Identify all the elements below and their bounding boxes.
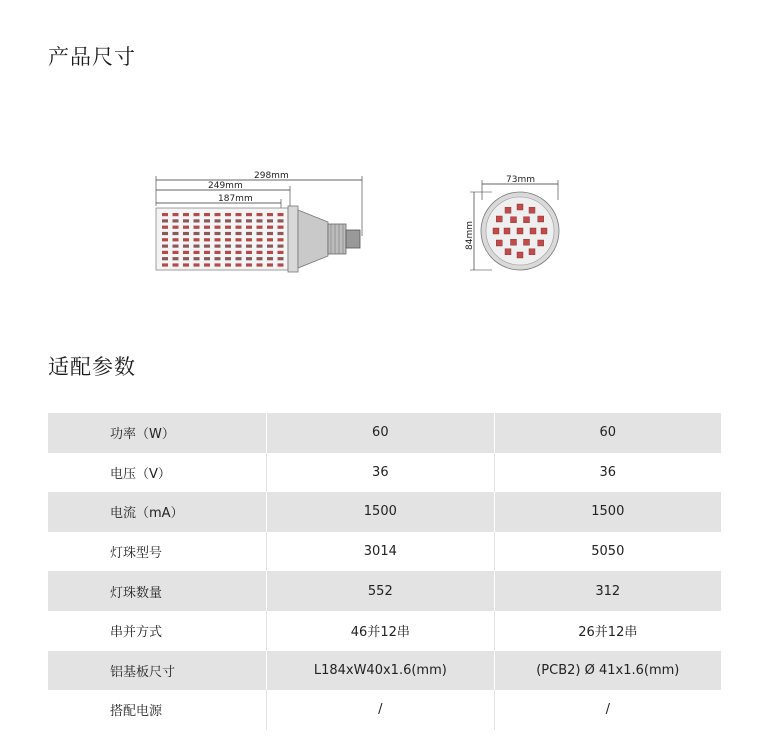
dim-front-width: 73mm bbox=[506, 175, 535, 185]
led-chip bbox=[225, 226, 231, 229]
led-chip bbox=[257, 251, 263, 254]
led-chip bbox=[496, 240, 502, 246]
led-chip bbox=[173, 232, 179, 235]
led-chip bbox=[517, 252, 523, 258]
led-chip bbox=[204, 251, 210, 254]
led-chip bbox=[524, 217, 530, 223]
led-chip bbox=[204, 263, 210, 266]
spec-value-2: 1500 bbox=[494, 492, 721, 532]
led-chip bbox=[517, 228, 523, 234]
led-chip bbox=[194, 232, 200, 235]
led-chip bbox=[236, 263, 242, 266]
spec-value-1: 36 bbox=[267, 453, 495, 493]
led-chip bbox=[204, 232, 210, 235]
spec-table bbox=[48, 413, 721, 730]
dim-led-length: 187mm bbox=[218, 194, 253, 204]
led-chip bbox=[225, 213, 231, 216]
led-chip bbox=[267, 257, 273, 260]
led-chip bbox=[236, 226, 242, 229]
table-row bbox=[48, 651, 721, 691]
led-chip bbox=[517, 204, 523, 210]
led-chip bbox=[173, 213, 179, 216]
led-chip bbox=[183, 263, 189, 266]
led-chip bbox=[236, 251, 242, 254]
led-chip bbox=[225, 219, 231, 222]
led-chip bbox=[257, 245, 263, 248]
led-chip bbox=[194, 226, 200, 229]
spec-value-1: 46并12串 bbox=[267, 611, 495, 651]
led-chip bbox=[215, 238, 221, 241]
led-chip bbox=[529, 249, 535, 255]
led-chip bbox=[173, 226, 179, 229]
spec-value-2: 60 bbox=[494, 413, 721, 453]
table-row bbox=[48, 532, 721, 572]
spec-value-1: / bbox=[267, 690, 495, 730]
led-chip bbox=[278, 226, 284, 229]
led-chip bbox=[246, 219, 252, 222]
led-chip bbox=[215, 263, 221, 266]
led-chip bbox=[225, 251, 231, 254]
led-chip bbox=[267, 219, 273, 222]
led-chip bbox=[183, 219, 189, 222]
led-chip bbox=[225, 232, 231, 235]
led-chip bbox=[215, 226, 221, 229]
led-chip bbox=[267, 232, 273, 235]
led-chip bbox=[183, 213, 189, 216]
led-chip bbox=[215, 245, 221, 248]
spec-label: 灯珠数量 bbox=[48, 571, 267, 611]
led-chip bbox=[215, 257, 221, 260]
led-chip bbox=[183, 257, 189, 260]
led-chip bbox=[236, 245, 242, 248]
led-chip bbox=[162, 219, 168, 222]
led-chip bbox=[257, 213, 263, 216]
spec-value-1: L184xW40x1.6(mm) bbox=[267, 651, 495, 691]
led-chip bbox=[194, 257, 200, 260]
led-chip bbox=[215, 219, 221, 222]
dim-front-height: 84mm bbox=[465, 221, 475, 250]
led-chip bbox=[278, 245, 284, 248]
led-chip bbox=[278, 213, 284, 216]
led-chip bbox=[267, 213, 273, 216]
led-chip bbox=[225, 245, 231, 248]
led-chip bbox=[257, 263, 263, 266]
led-chip bbox=[173, 263, 179, 266]
led-chip bbox=[541, 228, 547, 234]
table-row bbox=[48, 413, 721, 453]
led-chip bbox=[162, 238, 168, 241]
led-chip bbox=[524, 239, 530, 245]
led-chip bbox=[162, 257, 168, 260]
led-chip bbox=[162, 226, 168, 229]
led-chip bbox=[183, 238, 189, 241]
spec-label: 搭配电源 bbox=[48, 690, 267, 730]
led-chip bbox=[257, 238, 263, 241]
params-title: 适配参数 bbox=[48, 355, 136, 379]
led-chip bbox=[236, 257, 242, 260]
led-chip bbox=[267, 245, 273, 248]
led-chip bbox=[511, 239, 517, 245]
led-chip bbox=[194, 213, 200, 216]
led-chip bbox=[267, 263, 273, 266]
led-chip bbox=[236, 232, 242, 235]
led-chip bbox=[215, 213, 221, 216]
led-chip bbox=[162, 213, 168, 216]
spec-label: 灯珠型号 bbox=[48, 532, 267, 572]
led-chip bbox=[246, 213, 252, 216]
led-chip bbox=[162, 245, 168, 248]
led-chip bbox=[204, 245, 210, 248]
spec-label: 串并方式 bbox=[48, 611, 267, 651]
led-chip bbox=[278, 263, 284, 266]
led-chip bbox=[278, 219, 284, 222]
led-chip bbox=[204, 257, 210, 260]
led-chip bbox=[162, 232, 168, 235]
led-chip bbox=[278, 257, 284, 260]
spec-value-2: 36 bbox=[494, 453, 721, 493]
led-chip bbox=[267, 238, 273, 241]
table-row bbox=[48, 453, 721, 493]
spec-label: 电流（mA） bbox=[48, 492, 267, 532]
led-chip bbox=[204, 219, 210, 222]
led-chip bbox=[257, 257, 263, 260]
side-view-drawing bbox=[148, 166, 368, 276]
led-chip bbox=[204, 238, 210, 241]
led-chip bbox=[246, 232, 252, 235]
led-chip bbox=[505, 249, 511, 255]
spec-value-2: 5050 bbox=[494, 532, 721, 572]
led-chip bbox=[162, 251, 168, 254]
led-chip bbox=[530, 228, 536, 234]
led-chip bbox=[257, 232, 263, 235]
spec-label: 功率（W） bbox=[48, 413, 267, 453]
spec-value-2: 26并12串 bbox=[494, 611, 721, 651]
spec-value-2: / bbox=[494, 690, 721, 730]
spec-value-1: 1500 bbox=[267, 492, 495, 532]
led-chip bbox=[257, 226, 263, 229]
spec-value-2: 312 bbox=[494, 571, 721, 611]
led-chip bbox=[236, 213, 242, 216]
led-chip bbox=[183, 245, 189, 248]
table-row bbox=[48, 571, 721, 611]
led-chip bbox=[194, 263, 200, 266]
led-chip bbox=[173, 238, 179, 241]
led-chip bbox=[246, 238, 252, 241]
led-chip bbox=[246, 257, 252, 260]
led-chip bbox=[278, 238, 284, 241]
led-chip bbox=[236, 238, 242, 241]
led-chip bbox=[183, 251, 189, 254]
spec-value-1: 552 bbox=[267, 571, 495, 611]
led-chip bbox=[183, 226, 189, 229]
led-chip bbox=[496, 216, 502, 222]
led-chip bbox=[215, 232, 221, 235]
spec-value-1: 60 bbox=[267, 413, 495, 453]
led-chip bbox=[267, 226, 273, 229]
spec-label: 铝基板尺寸 bbox=[48, 651, 267, 691]
led-chip bbox=[278, 251, 284, 254]
led-chip bbox=[504, 228, 510, 234]
spec-label: 电压（V） bbox=[48, 453, 267, 493]
led-chip bbox=[173, 245, 179, 248]
spec-value-1: 3014 bbox=[267, 532, 495, 572]
led-chip bbox=[505, 207, 511, 213]
led-chip bbox=[173, 219, 179, 222]
led-chip bbox=[225, 238, 231, 241]
led-chip bbox=[236, 219, 242, 222]
led-chip bbox=[246, 251, 252, 254]
led-chip bbox=[246, 263, 252, 266]
led-chip bbox=[194, 245, 200, 248]
led-chip bbox=[538, 240, 544, 246]
led-chip bbox=[493, 228, 499, 234]
led-chip bbox=[246, 226, 252, 229]
led-chip bbox=[538, 216, 544, 222]
led-chip bbox=[215, 251, 221, 254]
led-chip bbox=[194, 251, 200, 254]
led-chip bbox=[257, 219, 263, 222]
led-chip bbox=[246, 245, 252, 248]
table-row bbox=[48, 611, 721, 651]
front-view-drawing bbox=[462, 170, 572, 278]
led-chip bbox=[529, 207, 535, 213]
led-chip bbox=[194, 219, 200, 222]
led-chip bbox=[204, 213, 210, 216]
dim-total-length: 298mm bbox=[254, 171, 289, 181]
table-row bbox=[48, 690, 721, 730]
led-chip bbox=[511, 217, 517, 223]
led-chip bbox=[162, 263, 168, 266]
product-size-title: 产品尺寸 bbox=[48, 45, 136, 69]
led-chip bbox=[278, 232, 284, 235]
led-chip bbox=[194, 238, 200, 241]
led-chip bbox=[173, 257, 179, 260]
led-chip bbox=[225, 257, 231, 260]
dim-body-length: 249mm bbox=[208, 181, 243, 191]
led-chip bbox=[173, 251, 179, 254]
table-row bbox=[48, 492, 721, 532]
led-chip bbox=[204, 226, 210, 229]
spec-value-2: (PCB2) Ø 41x1.6(mm) bbox=[494, 651, 721, 691]
led-chip bbox=[183, 232, 189, 235]
led-chip bbox=[267, 251, 273, 254]
led-chip bbox=[225, 263, 231, 266]
